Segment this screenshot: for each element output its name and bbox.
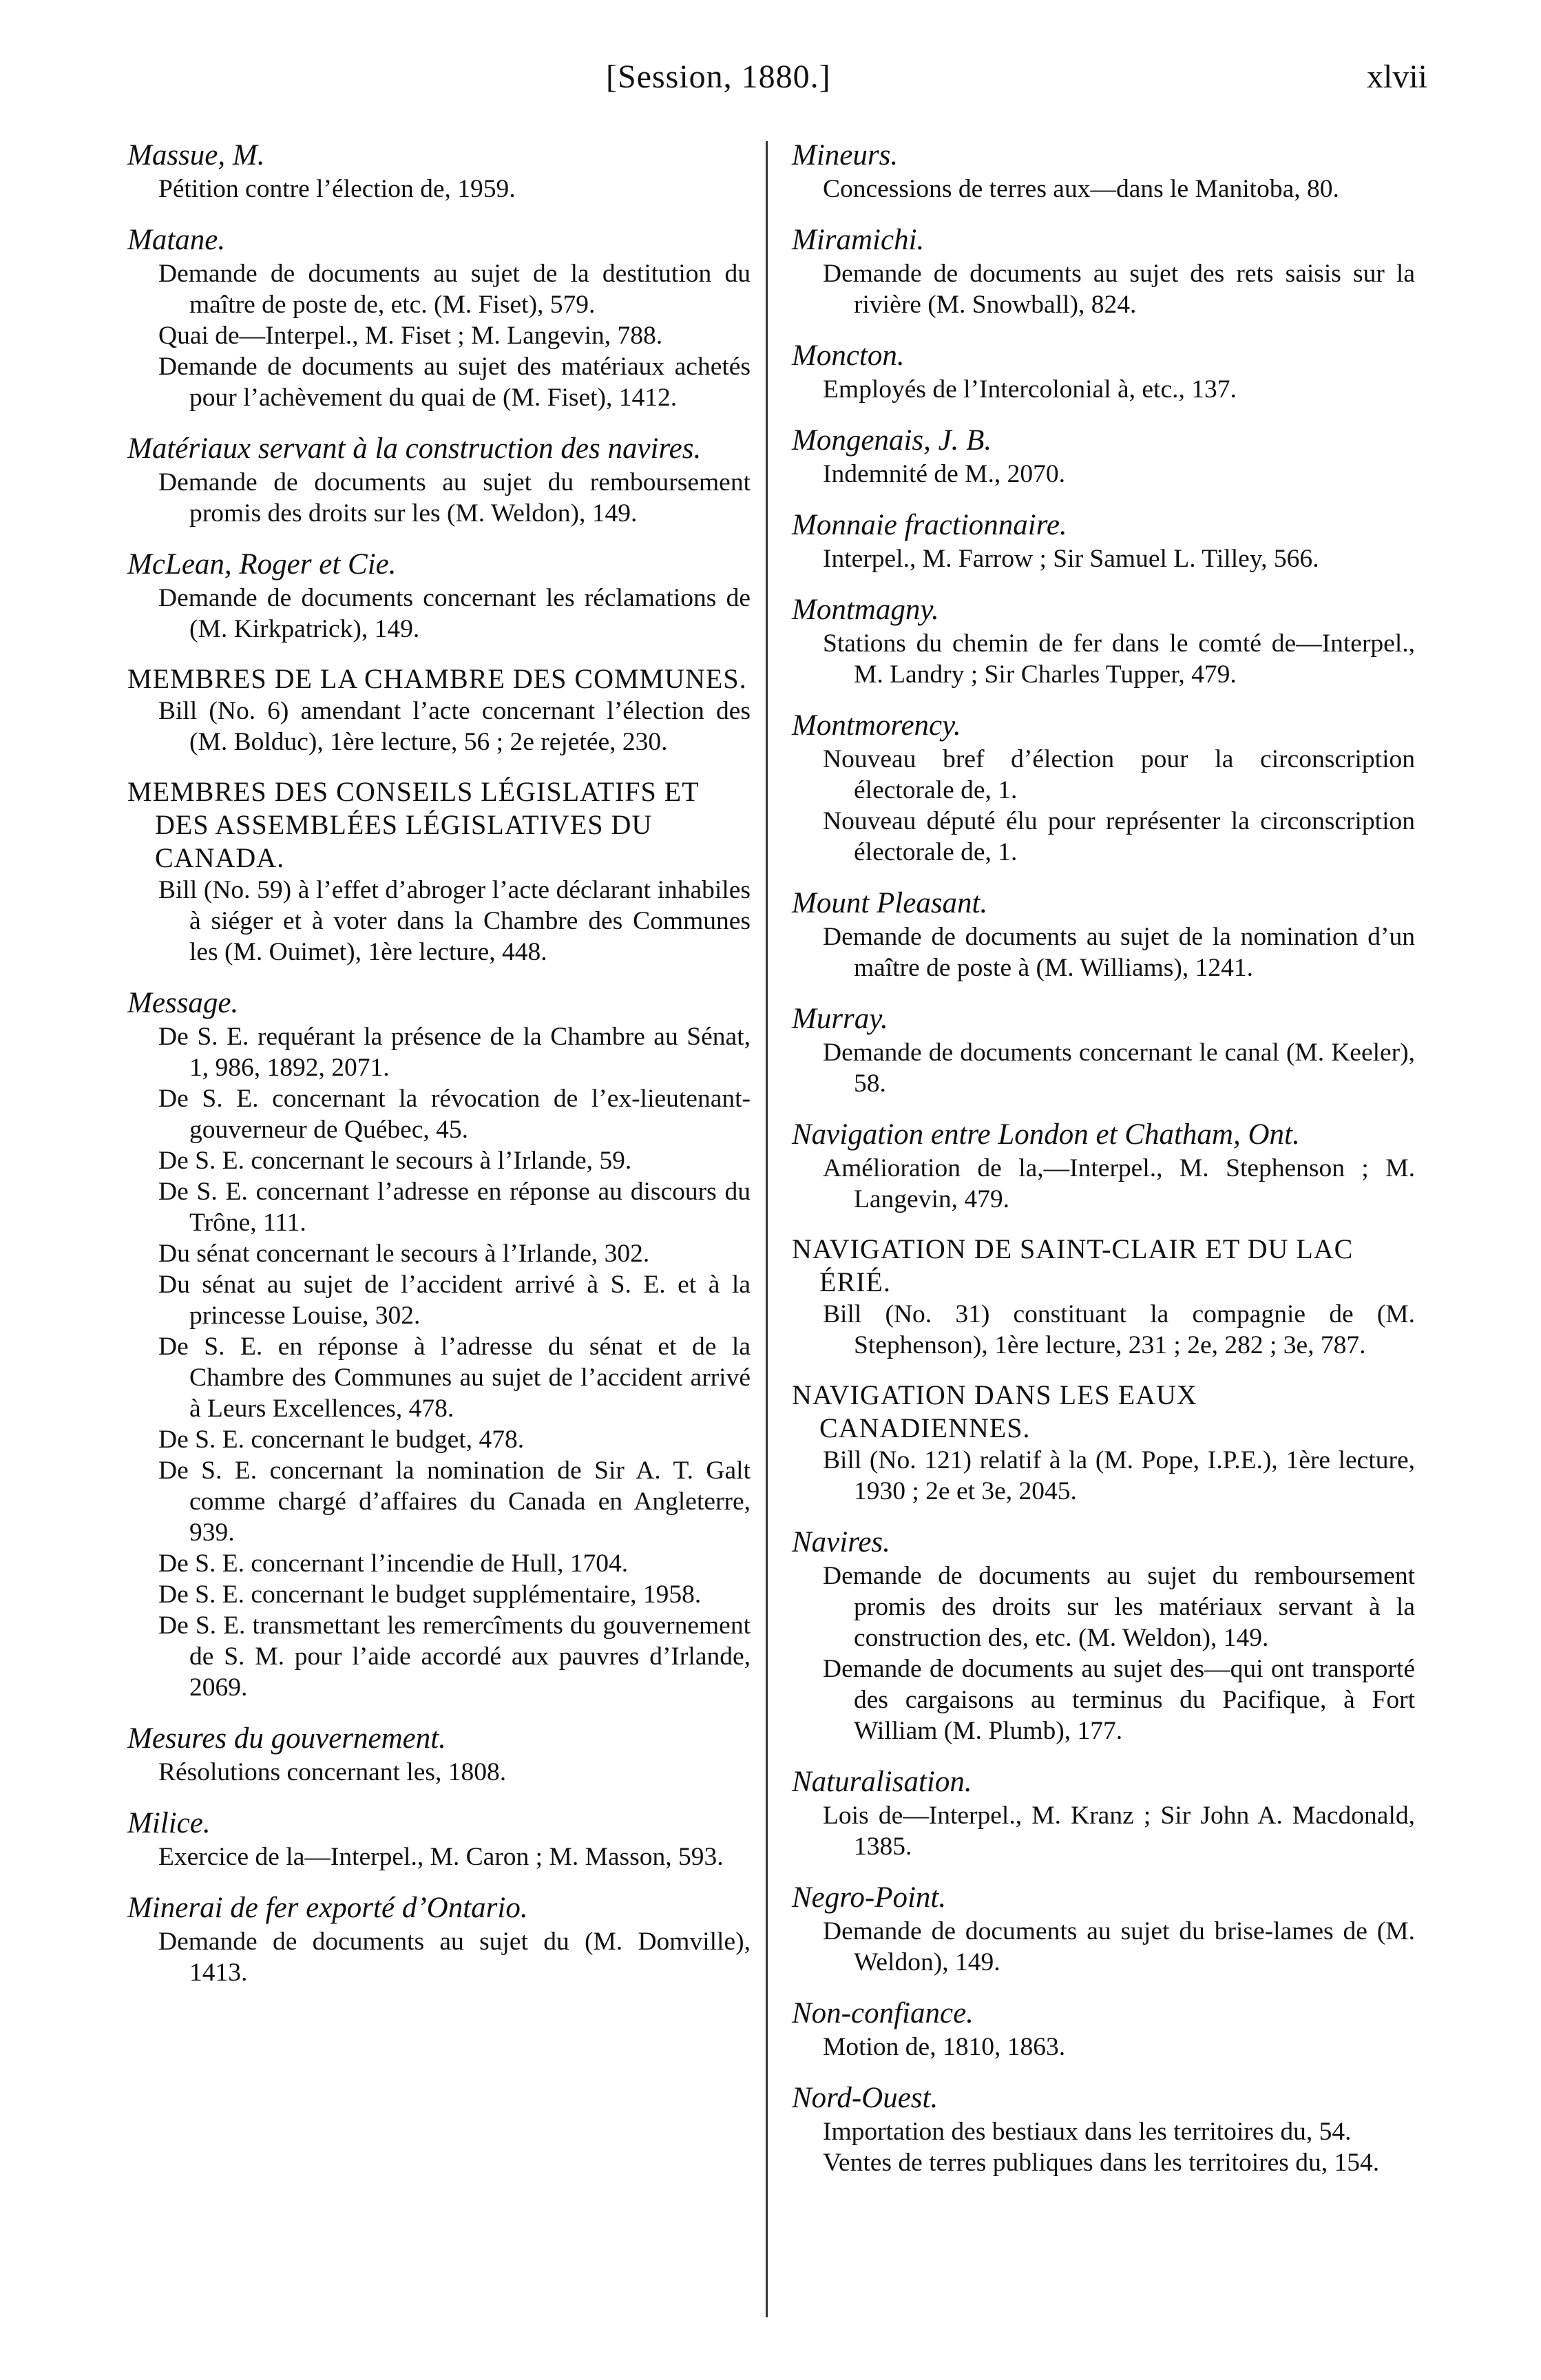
index-entry: [792, 1764, 1415, 1862]
entry-reference: Ventes de terres publiques dans les territoires du, 154.: [823, 2149, 1380, 2177]
right-column: [792, 138, 1415, 2196]
entry-reference: Demande de documents au sujet du remboursement promis des droits sur les matériaux servant à la construction des, etc. (M. Weldon), 149.: [823, 1562, 1415, 1652]
index-entry: [127, 431, 751, 529]
index-entry: [792, 338, 1415, 405]
left-column: [127, 138, 751, 2006]
index-entry: [792, 1880, 1415, 1978]
index-entry: [127, 662, 751, 758]
entry-heading: Negro-Point.: [792, 1881, 947, 1914]
entry-heading: Mount Pleasant.: [792, 887, 988, 919]
entry-heading: Monnaie fractionnaire.: [792, 509, 1067, 541]
entry-reference: Lois de—Interpel., M. Kranz ; Sir John A. Macdonald, 1385.: [823, 1802, 1415, 1861]
entry-heading: Montmagny.: [792, 594, 939, 626]
index-entry: [792, 1233, 1415, 1361]
entry-heading: Minerai de fer exporté d’Ontario.: [127, 1892, 528, 1924]
index-entry: [127, 1806, 751, 1872]
entry-heading: Moncton.: [792, 340, 905, 372]
entry-reference: Demande de documents concernant les réclamations de (M. Kirkpatrick), 149.: [158, 584, 751, 643]
entry-heading: Nord-Ouest.: [792, 2082, 939, 2114]
index-entry: [127, 985, 751, 1703]
entry-reference: Bill (No. 31) constituant la compagnie de (M. Stephenson), 1ère lecture, 231 ; 2e, 282 ; 3e, 787.: [823, 1300, 1415, 1359]
entry-reference: Motion de, 1810, 1863.: [823, 2033, 1066, 2061]
entry-reference: Demande de documents au sujet de la destitution du maître de poste de, etc. (M. Fiset), 579.: [158, 260, 751, 319]
index-entry: [127, 1721, 751, 1788]
index-entry: [127, 222, 751, 413]
entry-heading: MEMBRES DE LA CHAMBRE DES COMMUNES.: [127, 663, 747, 694]
entry-reference: Stations du chemin de fer dans le comté de—Interpel., M. Landry ; Sir Charles Tupper, 479.: [823, 629, 1415, 689]
index-entry: [127, 138, 751, 205]
entry-reference: Demande de documents au sujet du (M. Domville), 1413.: [158, 1928, 751, 1987]
index-entry: [792, 886, 1415, 983]
index-entry: [792, 138, 1415, 205]
entry-reference: Importation des bestiaux dans les territoires du, 54.: [823, 2118, 1352, 2146]
entry-heading: NAVIGATION DANS LES EAUX CANADIENNES.: [792, 1379, 1197, 1443]
page-number: xlvii: [1366, 59, 1427, 95]
entry-reference: De S. E. transmettant les remercîments du gouvernement de S. M. pour l’aide accordé aux pauvres d’Irlande, 2069.: [158, 1611, 751, 1702]
index-entry: [792, 1001, 1415, 1099]
entry-reference: Interpel., M. Farrow ; Sir Samuel L. Tilley, 566.: [823, 545, 1319, 573]
entry-reference: Demande de documents au sujet du remboursement promis des droits sur les (M. Weldon), 149.: [158, 468, 751, 528]
entry-heading: Murray.: [792, 1003, 888, 1035]
index-entry: [792, 1525, 1415, 1746]
running-title: [Session, 1880.]: [606, 59, 831, 95]
entry-heading: Navires.: [792, 1526, 890, 1558]
entry-reference: Résolutions concernant les, 1808.: [158, 1758, 507, 1786]
entry-heading: Matane.: [127, 224, 226, 256]
entry-reference: Bill (No. 59) à l’effet d’abroger l’acte déclarant inhabiles à siéger et à voter dans la Chambre des Communes les (M. Ouimet), 1ère lecture, 448.: [158, 876, 751, 966]
entry-heading: Montmorency.: [792, 709, 961, 742]
index-entry: [127, 1890, 751, 1988]
entry-reference: Nouveau député élu pour représenter la circonscription électorale de, 1.: [823, 807, 1415, 866]
entry-reference: Demande de documents au sujet du brise-lames de (M. Weldon), 149.: [823, 1917, 1415, 1976]
entry-reference: Demande de documents au sujet des rets saisis sur la rivière (M. Snowball), 824.: [823, 260, 1415, 319]
entry-reference: Exercice de la—Interpel., M. Caron ; M. Masson, 593.: [158, 1843, 724, 1871]
entry-heading: Matériaux servant à la construction des navires.: [127, 432, 702, 465]
entry-heading: Non-confiance.: [792, 1997, 974, 2029]
index-entry: [127, 547, 751, 645]
entry-reference: Amélioration de la,—Interpel., M. Stephenson ; M. Langevin, 479.: [823, 1154, 1415, 1213]
index-entry: [792, 423, 1415, 490]
index-entry: [792, 2080, 1415, 2178]
entry-heading: MEMBRES DES CONSEILS LÉGISLATIFS ET DES ASSEMBLÉES LÉGISLATIVES DU CANADA.: [127, 776, 699, 873]
index-entry: [792, 222, 1415, 320]
entry-heading: NAVIGATION DE SAINT-CLAIR ET DU LAC ÉRIÉ.: [792, 1233, 1354, 1297]
entry-heading: McLean, Roger et Cie.: [127, 548, 397, 581]
entry-reference: Indemnité de M., 2070.: [823, 460, 1066, 488]
entry-heading: Mineurs.: [792, 139, 899, 171]
column-divider: [766, 141, 768, 2317]
entry-reference: Demande de documents concernant le canal (M. Keeler), 58.: [823, 1038, 1415, 1098]
index-entry: [792, 1117, 1415, 1215]
entry-reference: De S. E. concernant la nomination de Sir A. T. Galt comme chargé d’affaires du Canada en Angleterre, 939.: [158, 1457, 751, 1547]
index-entry: [792, 1379, 1415, 1507]
index-entry: [127, 775, 751, 968]
entry-reference: Concessions de terres aux—dans le Manitoba, 80.: [823, 175, 1339, 203]
running-head: [0, 58, 1541, 113]
entry-heading: Navigation entre London et Chatham, Ont.: [792, 1118, 1300, 1151]
entry-reference: Quai de—Interpel., M. Fiset ; M. Langevin, 788.: [158, 322, 663, 350]
index-entry: [792, 592, 1415, 690]
entry-heading: Miramichi.: [792, 224, 925, 256]
entry-reference: Demande de documents au sujet des—qui ont transporté des cargaisons au terminus du Pacifique, à Fort William (M. Plumb), 177.: [823, 1655, 1415, 1745]
entry-reference: Bill (No. 6) amendant l’acte concernant l’élection des (M. Bolduc), 1ère lecture, 56 ; 2e rejetée, 230.: [158, 697, 751, 756]
entry-reference: Du sénat au sujet de l’accident arrivé à S. E. et à la princesse Louise, 302.: [158, 1271, 751, 1330]
entry-heading: Milice.: [127, 1807, 211, 1839]
entry-heading: Message.: [127, 987, 239, 1019]
index-entry: [792, 1996, 1415, 2063]
entry-reference: Du sénat concernant le secours à l’Irlande, 302.: [158, 1240, 650, 1268]
index-entry: [792, 508, 1415, 574]
entry-heading: Mongenais, J. B.: [792, 424, 992, 457]
entry-reference: Demande de documents au sujet de la nomination d’un maître de poste à (M. Williams), 1241.: [823, 923, 1415, 982]
entry-reference: De S. E. concernant le secours à l’Irlande, 59.: [158, 1147, 632, 1175]
entry-reference: Bill (No. 121) relatif à la (M. Pope, I.P.E.), 1ère lecture, 1930 ; 2e et 3e, 2045.: [823, 1446, 1415, 1505]
entry-reference: De S. E. en réponse à l’adresse du sénat et de la Chambre des Communes au sujet de l’accident arrivé à Leurs Excellences, 478.: [158, 1333, 751, 1423]
entry-heading: Massue, M.: [127, 139, 265, 171]
entry-reference: De S. E. concernant le budget supplémentaire, 1958.: [158, 1580, 702, 1609]
entry-reference: De S. E. concernant le budget, 478.: [158, 1426, 525, 1454]
entry-reference: De S. E. concernant la révocation de l’ex-lieutenant-gouverneur de Québec, 45.: [158, 1085, 751, 1144]
entry-reference: De S. E. concernant l’adresse en réponse au discours du Trône, 111.: [158, 1178, 751, 1237]
entry-reference: Demande de documents au sujet des matériaux achetés pour l’achèvement du quai de (M. Fiset), 1412.: [158, 353, 751, 412]
entry-reference: Nouveau bref d’élection pour la circonscription électorale de, 1.: [823, 745, 1415, 804]
index-entry: [792, 708, 1415, 868]
entry-reference: De S. E. concernant l’incendie de Hull, 1704.: [158, 1549, 629, 1578]
entry-reference: De S. E. requérant la présence de la Chambre au Sénat, 1, 986, 1892, 2071.: [158, 1023, 751, 1082]
entry-reference: Pétition contre l’élection de, 1959.: [158, 175, 516, 203]
entry-heading: Mesures du gouvernement.: [127, 1722, 446, 1755]
entry-heading: Naturalisation.: [792, 1766, 972, 1798]
entry-reference: Employés de l’Intercolonial à, etc., 137.: [823, 375, 1237, 404]
